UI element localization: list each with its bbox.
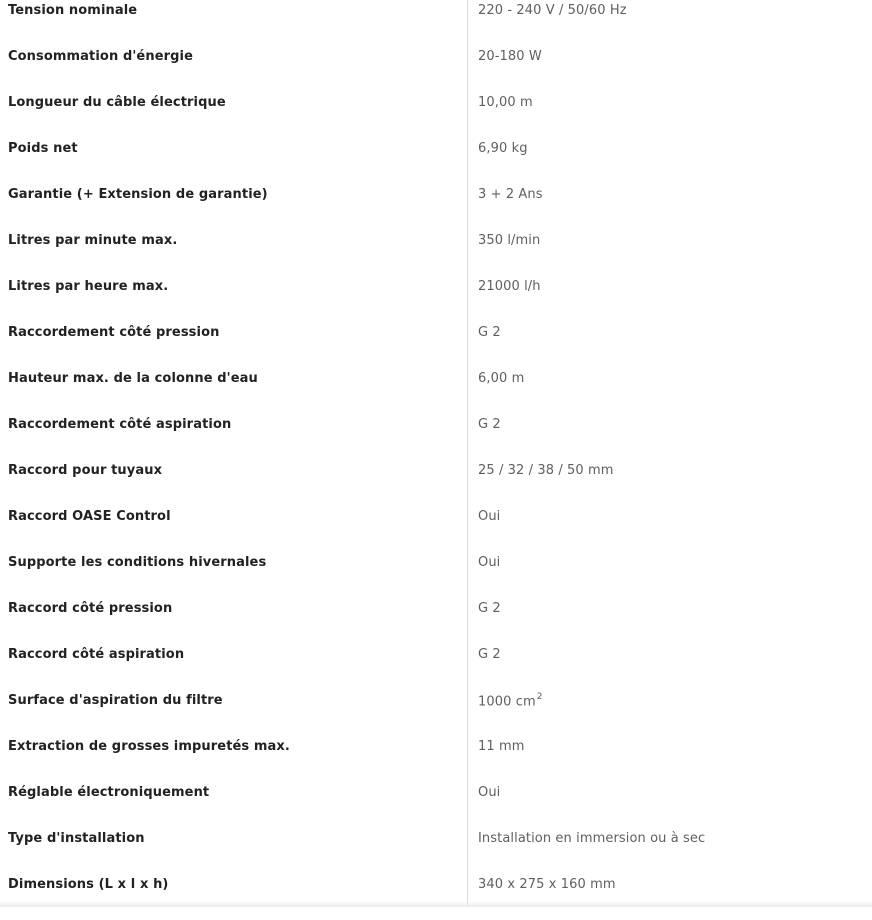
spec-row — [0, 828, 872, 874]
spec-value: G 2 — [478, 325, 501, 340]
spec-label: Dimensions (L x l x h) — [8, 877, 169, 892]
spec-label: Raccordement côté pression — [8, 325, 220, 340]
spec-row — [0, 138, 872, 184]
spec-row — [0, 552, 872, 598]
spec-row — [0, 782, 872, 828]
spec-row — [0, 276, 872, 322]
spec-value — [478, 693, 543, 709]
spec-label: Raccord OASE Control — [8, 509, 171, 524]
spec-value: 25 / 32 / 38 / 50 mm — [478, 463, 614, 478]
spec-value: 20-180 W — [478, 49, 542, 64]
spec-row — [0, 598, 872, 644]
spec-value: 220 - 240 V / 50/60 Hz — [478, 3, 627, 18]
spec-value: 6,90 kg — [478, 141, 528, 156]
spec-row — [0, 874, 872, 920]
spec-label: Extraction de grosses impuretés max. — [8, 739, 290, 754]
spec-label: Hauteur max. de la colonne d'eau — [8, 371, 258, 386]
superscript: 2 — [536, 692, 543, 702]
spec-value: 11 mm — [478, 739, 525, 754]
spec-label: Litres par minute max. — [8, 233, 178, 248]
spec-label: Longueur du câble électrique — [8, 95, 226, 110]
spec-label: Réglable électroniquement — [8, 785, 210, 800]
spec-row — [0, 460, 872, 506]
spec-row — [0, 92, 872, 138]
spec-value: 340 x 275 x 160 mm — [478, 877, 616, 892]
spec-label: Tension nominale — [8, 3, 138, 18]
spec-value: 10,00 m — [478, 95, 533, 110]
spec-row — [0, 0, 872, 46]
spec-label: Litres par heure max. — [8, 279, 169, 294]
spec-row — [0, 736, 872, 782]
spec-label: Raccordement côté aspiration — [8, 417, 232, 432]
spec-row — [0, 368, 872, 414]
spec-row — [0, 690, 872, 736]
bottom-edge-shadow — [0, 901, 872, 907]
spec-value: Oui — [478, 555, 501, 570]
spec-label: Garantie (+ Extension de garantie) — [8, 187, 268, 202]
spec-label: Type d'installation — [8, 831, 145, 846]
spec-value: G 2 — [478, 417, 501, 432]
spec-value-text: 1000 cm — [478, 694, 536, 710]
spec-label: Raccord côté pression — [8, 601, 173, 616]
spec-row — [0, 322, 872, 368]
spec-value: 6,00 m — [478, 371, 525, 386]
spec-label: Consommation d'énergie — [8, 49, 194, 64]
spec-row — [0, 46, 872, 92]
spec-value: Oui — [478, 785, 501, 800]
spec-row — [0, 184, 872, 230]
spec-value: G 2 — [478, 647, 501, 662]
spec-label: Raccord pour tuyaux — [8, 463, 163, 478]
spec-label: Supporte les conditions hivernales — [8, 555, 267, 570]
spec-value: 350 l/min — [478, 233, 541, 248]
spec-row — [0, 414, 872, 460]
spec-label: Raccord côté aspiration — [8, 647, 185, 662]
spec-value: 3 + 2 Ans — [478, 187, 543, 202]
spec-row — [0, 644, 872, 690]
spec-value: G 2 — [478, 601, 501, 616]
spec-row — [0, 230, 872, 276]
spec-value: 21000 l/h — [478, 279, 541, 294]
spec-row — [0, 506, 872, 552]
spec-label: Poids net — [8, 141, 78, 156]
spec-value: Installation en immersion ou à sec — [478, 831, 706, 846]
spec-value: Oui — [478, 509, 501, 524]
spec-label: Surface d'aspiration du filtre — [8, 693, 223, 708]
